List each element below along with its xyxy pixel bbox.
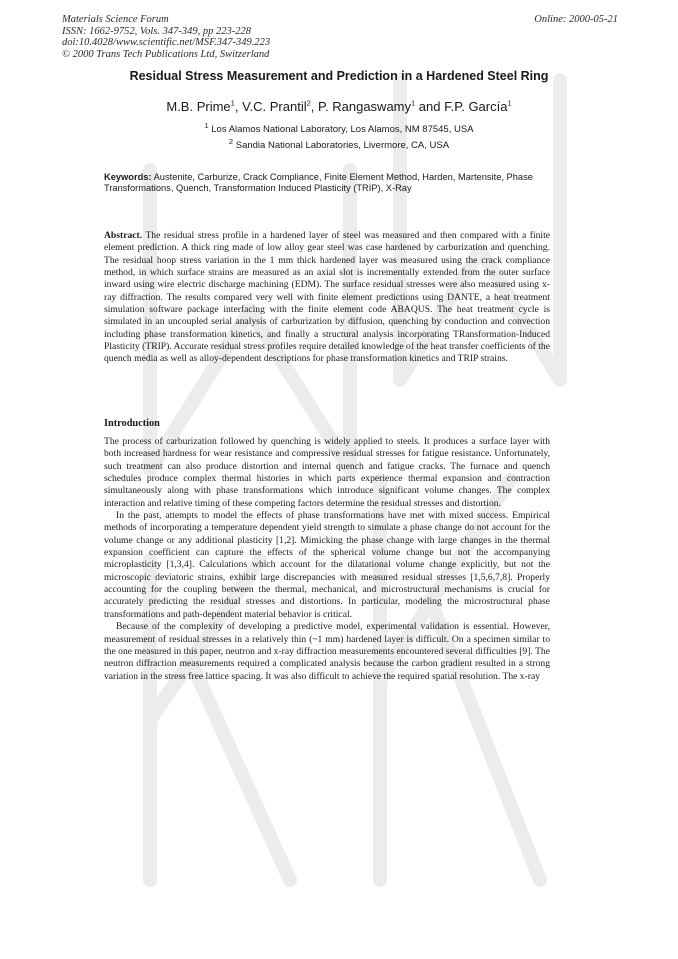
author-separator: and: [415, 99, 445, 114]
keywords-text: Austenite, Carburize, Crack Compliance, Finite Element Method, Harden, Martensite, Phase Transformations, Quench, Transformation Induced Plasticity (TRIP), X-Ray: [104, 172, 533, 193]
affiliation-sup: 2: [228, 136, 234, 146]
author-name: V.C. Prantil: [242, 99, 307, 114]
author-name: M.B. Prime: [166, 99, 231, 114]
author-affil-sup: 1: [230, 98, 235, 108]
intro-paragraph: Because of the complexity of developing a predictive model, experimental validation is essential. However, measurement of residual stresses in a relatively thin (~1 mm) hardened layer is difficult. On a specimen similar to the one measured in this paper, neutron and x-ray diffraction measurements encountered several difficulties [9]. The neutron diffraction measurements required a complicated analysis because the carbon gradient resulted in a strong variation in the stress free lattice spacing. It was also difficult to achieve the required spatial resolution. The x-ray: [104, 621, 550, 682]
affiliation-text: Sandia National Laboratories, Livermore, CA, USA: [235, 140, 450, 151]
doi-link[interactable]: doi:10.4028/www.scientific.net/MSF.347-349.223: [62, 37, 271, 49]
issn-line: ISSN: 1662-9752, Vols. 347-349, pp 223-228: [62, 25, 251, 37]
author-name: F.P. García: [444, 99, 508, 114]
introduction-body: [104, 436, 550, 683]
online-date: Online: 2000-05-21: [534, 14, 618, 25]
abstract-label: Abstract.: [104, 230, 143, 241]
affiliation-text: Los Alamos National Laboratory, Los Alamos, NM 87545, USA: [211, 124, 474, 135]
affiliation-2: [0, 136, 678, 151]
paper-title: Residual Stress Measurement and Prediction in a Hardened Steel Ring: [129, 69, 549, 83]
author-name: P. Rangaswamy: [318, 99, 412, 114]
author-separator: ,: [310, 99, 319, 114]
keywords-label: Keywords:: [104, 172, 152, 182]
affiliation-sup: 1: [204, 120, 209, 130]
abstract-text: The residual stress profile in a hardened layer of steel was measured and then compared with a finite element prediction. A thick ring made of low alloy gear steel was case hardened by carburization and quenching. The residual hoop stress variation in the 1 mm thick hardened layer was measured using the crack compliance method, in which surface strains are measured as an axial slot is incrementally extended from the outer surface inward using wire electric discharge machining (EDM). The surface residual stresses were also measured using x-ray diffraction. The results compared very well with finite element predictions using DANTE, a heat treatment simulation software package interfacing with the finite element code ABAQUS. The heat treatment cycle is simulated in an uncoupled serial analysis of carburization by diffusion, quenching by conduction and convection including phase transformation kinetics, and finally a structural analysis incorporating TRansformation-Induced Plasticity (TRIP). Accurate residual stress profiles require detailed knowledge of the heat transfer coefficients of the quench media as well as alloy-dependent descriptions for phase transformation kinetics and TRIP strains.: [104, 230, 550, 365]
intro-paragraph: In the past, attempts to model the effects of phase transformations have met with mixed success. Empirical methods of incorporating a temperature dependent yield strength to simulate a phase change do not account for the volume change or any additional plasticity [1,2]. Mimicking the phase change with large changes in the thermal expansion coefficient can capture the effects of the spherical volume change but not the accompanying microplasticity [1,3,4]. Calculations which account for the dilatational volume change explicitly, but not the microscopic deviatoric strains, exhibit large discrepancies with measured residual stresses [1,5,6,7,8]. Properly accounting for the coupling between the thermal, mechanical, and microstructural mechanisms is crucial for accurately predicting the residual stresses and distortions. In particular, modeling the microstructural phase transformations and path-dependent material behavior is critical.: [104, 510, 550, 620]
journal-name: Materials Science Forum: [62, 14, 169, 25]
section-heading-introduction: Introduction: [104, 418, 160, 429]
author-list: [0, 99, 678, 114]
author-affil-sup: 1: [411, 98, 416, 108]
keywords: [104, 172, 574, 194]
intro-paragraph: The process of carburization followed by quenching is widely applied to steels. It produces a surface layer with both increased hardness for wear resistance and compressive residual stresses for fatigue resistance. Unfortunately, such treatment can also produce distortion and internal quench and fatigue cracks. The furnace and quench schedules produce complex thermal histories in which parts experience thermal expansion and contraction simultaneously along with phase transformations which introduce significant volume changes. The complex interaction and relative timing of these competing factors determine the residual stresses and distortion.: [104, 436, 550, 509]
author-affil-sup: 2: [306, 98, 311, 108]
copyright-line: © 2000 Trans Tech Publications Ltd, Switzerland: [62, 48, 270, 60]
author-affil-sup: 1: [507, 98, 512, 108]
affiliation-1: [0, 120, 678, 135]
author-separator: ,: [234, 99, 243, 114]
journal-header: [62, 14, 270, 60]
abstract: [104, 230, 550, 366]
